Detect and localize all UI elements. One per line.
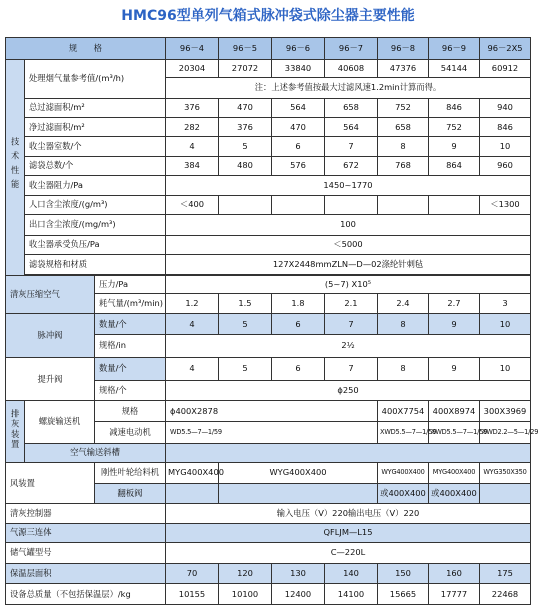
table-cell: 2.4 [378, 293, 429, 314]
insulation-label: 保温层面积 [6, 563, 166, 584]
model-header: 96－2X5 [480, 38, 531, 60]
table-cell: 480 [219, 156, 272, 175]
weight-label: 设备总质量（不包括保温层）/kg [6, 584, 166, 605]
tech-section-label: 技术性能 [6, 59, 25, 275]
table-row [6, 584, 531, 605]
table-cell: 9 [429, 137, 480, 156]
table-cell: 140 [325, 563, 378, 584]
table-cell: 22468 [480, 584, 531, 605]
table-cell: 175 [480, 563, 531, 584]
table-cell: 384 [166, 156, 219, 175]
table-cell: 7 [325, 314, 378, 335]
table-cell [429, 195, 480, 214]
table-cell: 940 [480, 98, 531, 117]
table-cell: 470 [219, 98, 272, 117]
table-cell: 1.2 [166, 293, 219, 314]
bag-spec-value: 127X2448mmZLN—D—02涤纶针刺毡 [166, 255, 531, 274]
screw-spec-label: 规格 [95, 401, 166, 422]
table-cell: 7 [325, 137, 378, 156]
total-area-label: 总过滤面积/m² [25, 98, 166, 117]
table-cell: 12400 [272, 584, 325, 605]
triplet-label: 气源三连体 [6, 523, 166, 542]
table-row [6, 463, 531, 484]
table-cell: 130 [272, 563, 325, 584]
table-cell: 376 [166, 98, 219, 117]
table-cell [378, 195, 429, 214]
table-cell: 6 [272, 137, 325, 156]
table-cell: 10 [480, 357, 531, 380]
table-row [6, 314, 531, 335]
model-header: 96－8 [378, 38, 429, 60]
table-cell: 40608 [325, 59, 378, 77]
table-cell: 3 [480, 293, 531, 314]
table-cell: 658 [325, 98, 378, 117]
table-cell: 9 [429, 357, 480, 380]
table-cell: 54144 [429, 59, 480, 77]
table-row [6, 401, 531, 422]
table-cell: 5 [219, 137, 272, 156]
lift-spec-value: ϕ250 [166, 380, 531, 401]
table-cell: 564 [325, 117, 378, 136]
table-cell: 672 [325, 156, 378, 175]
chambers-label: 收尘器室数/个 [25, 137, 166, 156]
resistance-value: 1450~1770 [166, 176, 531, 195]
table-row [6, 504, 531, 523]
consumption-label: 耗气量/(m³/min) [95, 293, 166, 314]
air-slide-value [166, 443, 531, 462]
cleaning-air-label: 清灰压缩空气 [6, 275, 95, 314]
cleaning-pressure-value: (5~7) X10⁵ [166, 275, 531, 293]
table-cell: XWD5.5—7—1/59 [429, 421, 480, 443]
table-cell: 6 [272, 357, 325, 380]
table-cell: XWD5.5—7—1/59 [378, 421, 429, 443]
table-cell: 1.8 [272, 293, 325, 314]
table-cell: 20304 [166, 59, 219, 77]
table-row [6, 195, 531, 214]
table-row [6, 215, 531, 236]
rotary-label: 刚性叶轮给料机 [95, 463, 166, 484]
spec-header: 规 格 [6, 38, 166, 60]
table-cell: 70 [166, 563, 219, 584]
model-header: 96－9 [429, 38, 480, 60]
lift-valve-label: 提升阀 [6, 357, 95, 400]
table-cell: 或400X400 [378, 483, 429, 504]
lift-spec-label: 规格/个 [95, 380, 166, 401]
table-cell: 300X3969 [480, 401, 531, 422]
lift-qty-label: 数量/个 [95, 357, 166, 380]
table-cell: 2.7 [429, 293, 480, 314]
air-slide-label: 空气输送斜槽 [25, 443, 166, 462]
table-cell: 33840 [272, 59, 325, 77]
table-cell: 846 [480, 117, 531, 136]
table-cell: WYG350X350 [480, 463, 531, 484]
ash-section-label: 排灰装置 [6, 401, 25, 463]
screw-label: 螺旋输送机 [25, 401, 95, 443]
table-header-row [6, 38, 531, 60]
pulse-valve-label: 脉冲阀 [6, 314, 95, 357]
table-cell: 5 [219, 357, 272, 380]
table-cell: 120 [219, 563, 272, 584]
table-cell: 17777 [429, 584, 480, 605]
pressure-value: ＜5000 [166, 235, 531, 254]
controller-label: 清灰控制器 [6, 504, 166, 523]
table-cell [325, 195, 378, 214]
model-header: 96－6 [272, 38, 325, 60]
table-cell: 400X8974 [429, 401, 480, 422]
table-row [6, 275, 531, 293]
screw-spec-small: ϕ400X2878 [166, 401, 378, 422]
motor-label: 减速电动机 [95, 421, 166, 443]
table-cell: 400X7754 [378, 401, 429, 422]
table-row [6, 156, 531, 175]
table-cell: 10 [480, 137, 531, 156]
table-cell: 576 [272, 156, 325, 175]
table-cell: 8 [378, 314, 429, 335]
table-row [6, 443, 531, 462]
pulse-spec-label: 规格/in [95, 335, 166, 358]
tank-value: C—220L [166, 543, 531, 564]
resistance-label: 收尘器阻力/Pa [25, 176, 166, 195]
table-cell: 470 [272, 117, 325, 136]
table-row [6, 98, 531, 117]
table-cell: 1.5 [219, 293, 272, 314]
table-cell: 7 [325, 357, 378, 380]
table-cell: 752 [378, 98, 429, 117]
table-cell: 60912 [480, 59, 531, 77]
table-cell: 2.1 [325, 293, 378, 314]
table-cell: 14100 [325, 584, 378, 605]
table-cell: 376 [219, 117, 272, 136]
table-cell: 10100 [219, 584, 272, 605]
table-cell: 47376 [378, 59, 429, 77]
table-cell: 27072 [219, 59, 272, 77]
flap-label: 翻板阀 [95, 483, 166, 504]
table-cell: 5 [219, 314, 272, 335]
bag-spec-label: 滤袋规格和材质 [25, 255, 166, 274]
table-cell: XWD2.2—5—1/29 [480, 421, 531, 443]
table-cell: MYG400X400 [429, 463, 480, 484]
outlet-conc-value: 100 [166, 215, 531, 236]
table-cell: 10155 [166, 584, 219, 605]
pulse-qty-label: 数量/个 [95, 314, 166, 335]
table-cell: 4 [166, 357, 219, 380]
table-row [6, 235, 531, 254]
net-area-label: 净过滤面积/m² [25, 117, 166, 136]
table-cell: ＜400 [166, 195, 219, 214]
table-cell [272, 195, 325, 214]
table-row [6, 137, 531, 156]
model-header: 96－7 [325, 38, 378, 60]
controller-value: 输入电压（V）220输出电压（V）220 [166, 504, 531, 523]
table-cell: 或400X400 [429, 483, 480, 504]
table-cell: 846 [429, 98, 480, 117]
table-row [6, 543, 531, 564]
airflow-label: 处理烟气量参考值/(m³/h) [25, 59, 166, 98]
bags-label: 滤袋总数/个 [25, 156, 166, 175]
table-row [6, 357, 531, 380]
inlet-conc-label: 人口含尘浓度/(g/m³) [25, 195, 166, 214]
table-cell: 752 [429, 117, 480, 136]
airflow-note: 注：上述参考值按最大过滤风速1.2min计算而得。 [166, 78, 531, 99]
table-cell: 15665 [378, 584, 429, 605]
air-lock-label: 风装置 [6, 463, 95, 504]
table-cell: 8 [378, 137, 429, 156]
tank-label: 储气罐型号 [6, 543, 166, 564]
cleaning-pressure-label: 压力/Pa [95, 275, 166, 293]
table-cell: 864 [429, 156, 480, 175]
table-cell [219, 483, 378, 504]
table-cell: 10 [480, 314, 531, 335]
table-cell: 960 [480, 156, 531, 175]
motor-small: WD5.5—7—1/59 [166, 421, 378, 443]
pulse-spec-value: 2½ [166, 335, 531, 358]
table-cell: 150 [378, 563, 429, 584]
page-title: HMC96型单列气箱式脉冲袋式除尘器主要性能 [121, 8, 415, 24]
table-cell: 160 [429, 563, 480, 584]
table-row [6, 117, 531, 136]
table-cell [166, 483, 219, 504]
outlet-conc-label: 出口含尘浓度/(mg/m³) [25, 215, 166, 236]
pressure-label: 收尘器承受负压/Pa [25, 235, 166, 254]
table-cell: 658 [378, 117, 429, 136]
table-row [6, 255, 531, 274]
table-cell: 6 [272, 314, 325, 335]
model-header: 96－5 [219, 38, 272, 60]
triplet-value: QFLJM—L15 [166, 523, 531, 542]
table-cell: WYG400X400 [378, 463, 429, 484]
model-header: 96－4 [166, 38, 219, 60]
table-cell: WYG400X400 [219, 463, 378, 484]
table-row [6, 59, 531, 77]
table-cell [480, 483, 531, 504]
table-cell: 282 [166, 117, 219, 136]
table-cell: 564 [272, 98, 325, 117]
table-row [6, 176, 531, 195]
table-cell: 9 [429, 314, 480, 335]
table-cell: 4 [166, 314, 219, 335]
table-row [6, 523, 531, 542]
table-cell: 8 [378, 357, 429, 380]
table-cell: 4 [166, 137, 219, 156]
performance-table [5, 37, 538, 605]
table-cell: MYG400X400 [166, 463, 219, 484]
table-cell: ＜1300 [480, 195, 531, 214]
table-cell [219, 195, 272, 214]
table-row [6, 563, 531, 584]
table-cell: 768 [378, 156, 429, 175]
